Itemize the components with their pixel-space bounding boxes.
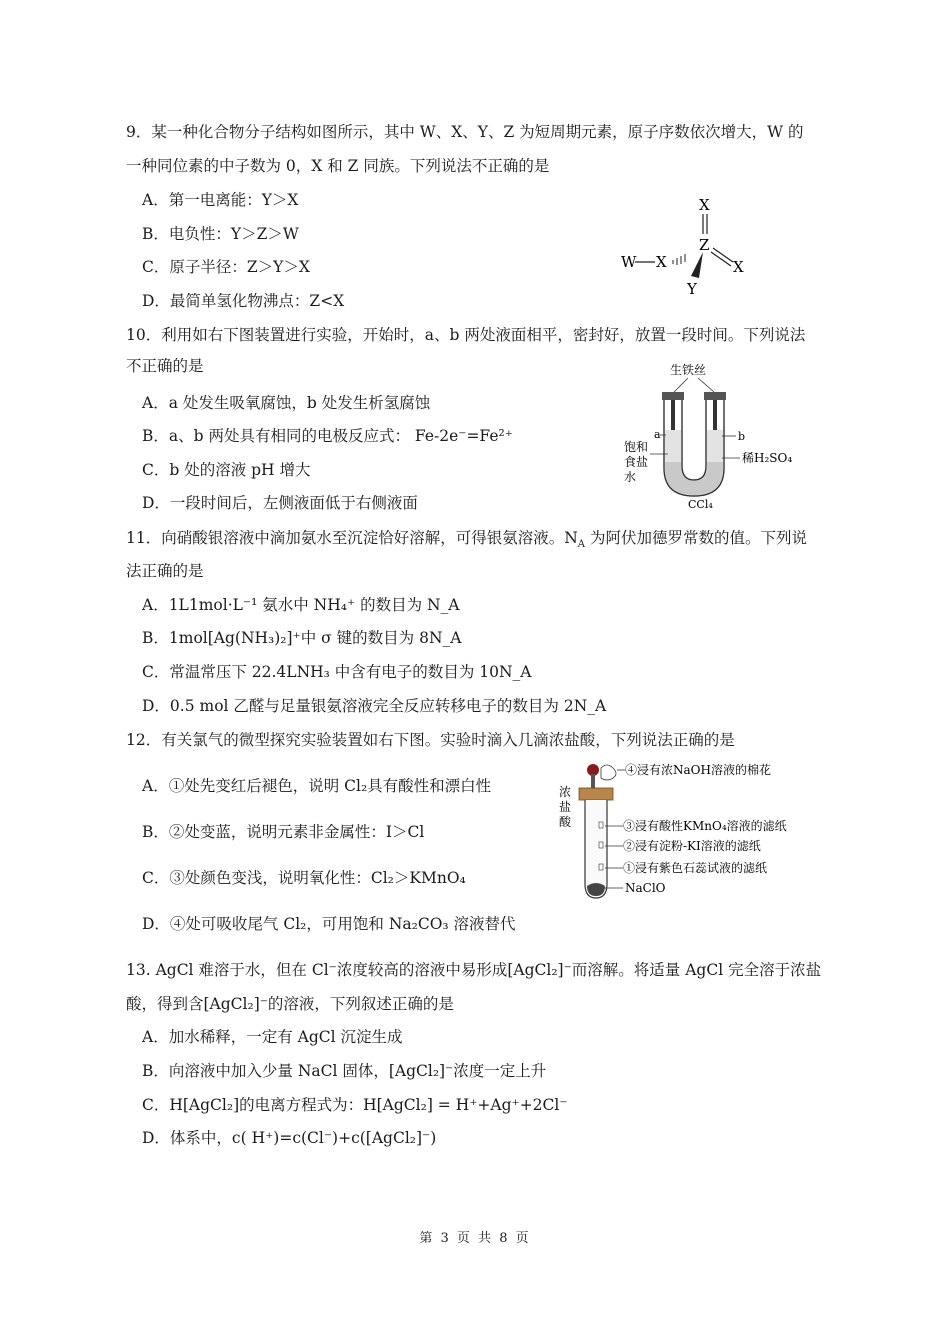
q9-stem-line1: 9．某一种化合物分子结构如图所示，其中 W、X、Y、Z 为短周期元素，原子序数依次增大，W 的 <box>126 123 804 141</box>
q12-fig-acid-l3: 酸 <box>559 815 572 829</box>
q13-stem-line1: 13. AgCl 难溶于水，但在 Cl⁻浓度较高的溶液中易形成[AgCl₂]⁻而溶解。将适量 AgCl 完全溶于浓盐 <box>126 961 822 979</box>
q9-option-c: C．原子半径：Z＞Y＞X <box>142 258 310 276</box>
q10-utube-figure <box>610 358 800 508</box>
q13-option-b: B．向溶液中加入少量 NaCl 固体，[AgCl₂]⁻浓度一定上升 <box>142 1062 547 1080</box>
q11-option-c: C．常温常压下 22.4LNH₃ 中含有电子的数目为 10N_A <box>142 663 532 681</box>
q10-stem-line2: 不正确的是 <box>126 357 204 375</box>
q13-option-d: D．体系中，c( H⁺)=c(Cl⁻)+c([AgCl₂]⁻) <box>142 1129 437 1147</box>
q9-fig-x-top: X <box>699 196 710 214</box>
q11-option-d: D．0.5 mol 乙醛与足量银氨溶液完全反应转移电子的数目为 2N_A <box>142 697 607 715</box>
q10-fig-left-l3: 水 <box>624 470 637 484</box>
q10-option-d: D．一段时间后，左侧液面低于右侧液面 <box>142 494 418 512</box>
q11-stem-tail: 为阿伏加德罗常数的值。下列说 <box>585 529 807 547</box>
q9-fig-y: Y <box>687 280 697 298</box>
q12-fig-label1: ①浸有紫色石蕊试液的滤纸 <box>623 861 768 875</box>
q12-option-b: B．②处变蓝，说明元素非金属性：I＞Cl <box>142 823 425 841</box>
q9-option-b: B．电负性：Y＞Z＞W <box>142 225 299 243</box>
q13-option-c: C．H[AgCl₂]的电离方程式为：H[AgCl₂] = H⁺+Ag⁺+2Cl⁻ <box>142 1096 568 1114</box>
q12-fig-acid-l2: 盐 <box>559 800 572 814</box>
q10-option-a: A．a 处发生吸氧腐蚀，b 处发生析氢腐蚀 <box>142 394 431 412</box>
q10-fig-b: b <box>738 430 746 443</box>
q9-fig-z: Z <box>699 236 710 254</box>
q12-fig-label0: NaClO <box>625 881 666 895</box>
q11-stem-line1 <box>126 527 807 549</box>
q12-fig-label2: ②浸有淀粉-KI溶液的滤纸 <box>623 839 761 853</box>
q9-option-a: A．第一电离能：Y＞X <box>142 191 299 209</box>
q11-option-b: B．1mol[Ag(NH₃)₂]⁺中 σ 键的数目为 8N_A <box>142 629 462 647</box>
q9-molecule-figure <box>615 190 765 300</box>
q10-fig-right: 稀H₂SO₄ <box>742 451 793 465</box>
q11-stem-main: 11．向硝酸银溶液中滴加氨水至沉淀恰好溶解，可得银氨溶液。N <box>126 529 578 547</box>
q9-fig-w: W <box>621 253 637 271</box>
q12-tube-figure <box>555 758 825 903</box>
q12-stem: 12．有关氯气的微型探究实验装置如右下图。实验时滴入几滴浓盐酸，下列说法正确的是 <box>126 731 735 749</box>
q11-option-a: A．1L1mol·L⁻¹ 氨水中 NH₄⁺ 的数目为 N_A <box>142 596 460 614</box>
q9-fig-x-left: X <box>656 253 667 271</box>
q10-fig-left-l2: 食盐 <box>624 455 649 469</box>
q10-fig-a: a <box>654 428 661 441</box>
q10-fig-bottom: CCl₄ <box>688 498 713 508</box>
q12-option-d: D．④处可吸收尾气 Cl₂，可用饱和 Na₂CO₃ 溶液替代 <box>142 915 516 933</box>
q10-fig-left-l1: 饱和 <box>624 440 649 454</box>
q12-fig-acid-l1: 浓 <box>559 785 572 799</box>
q9-fig-x-right: X <box>733 258 744 276</box>
q12-fig-label4: ④浸有浓NaOH溶液的棉花 <box>625 763 771 777</box>
q9-stem-line2: 一种同位素的中子数为 0，X 和 Z 同族。下列说法不正确的是 <box>126 157 550 175</box>
q10-option-b: B．a、b 两处具有相同的电极反应式： Fe-2e⁻=Fe²⁺ <box>142 427 513 445</box>
q11-stem-line2: 法正确的是 <box>126 562 204 580</box>
q11-stem-sub: A <box>577 539 586 551</box>
q12-fig-label3: ③浸有酸性KMnO₄溶液的滤纸 <box>623 819 787 833</box>
q13-stem-line2: 酸，得到含[AgCl₂]⁻的溶液，下列叙述正确的是 <box>126 995 454 1013</box>
q12-option-a: A．①处先变红后褪色，说明 Cl₂具有酸性和漂白性 <box>142 777 492 795</box>
q13-option-a: A．加水稀释，一定有 AgCl 沉淀生成 <box>142 1028 403 1046</box>
q12-option-c: C．③处颜色变浅，说明氧化性：Cl₂＞KMnO₄ <box>142 869 466 887</box>
q10-option-c: C．b 处的溶液 pH 增大 <box>142 461 311 479</box>
q10-fig-top-label: 生铁丝 <box>670 363 707 377</box>
page-footer: 第 3 页 共 8 页 <box>419 1231 531 1246</box>
q9-option-d: D．最简单氢化物沸点：Z<X <box>142 292 345 310</box>
q10-stem-line1: 10．利用如右下图装置进行实验，开始时，a、b 两处液面相平，密封好，放置一段时间。下列说法 <box>126 326 806 344</box>
